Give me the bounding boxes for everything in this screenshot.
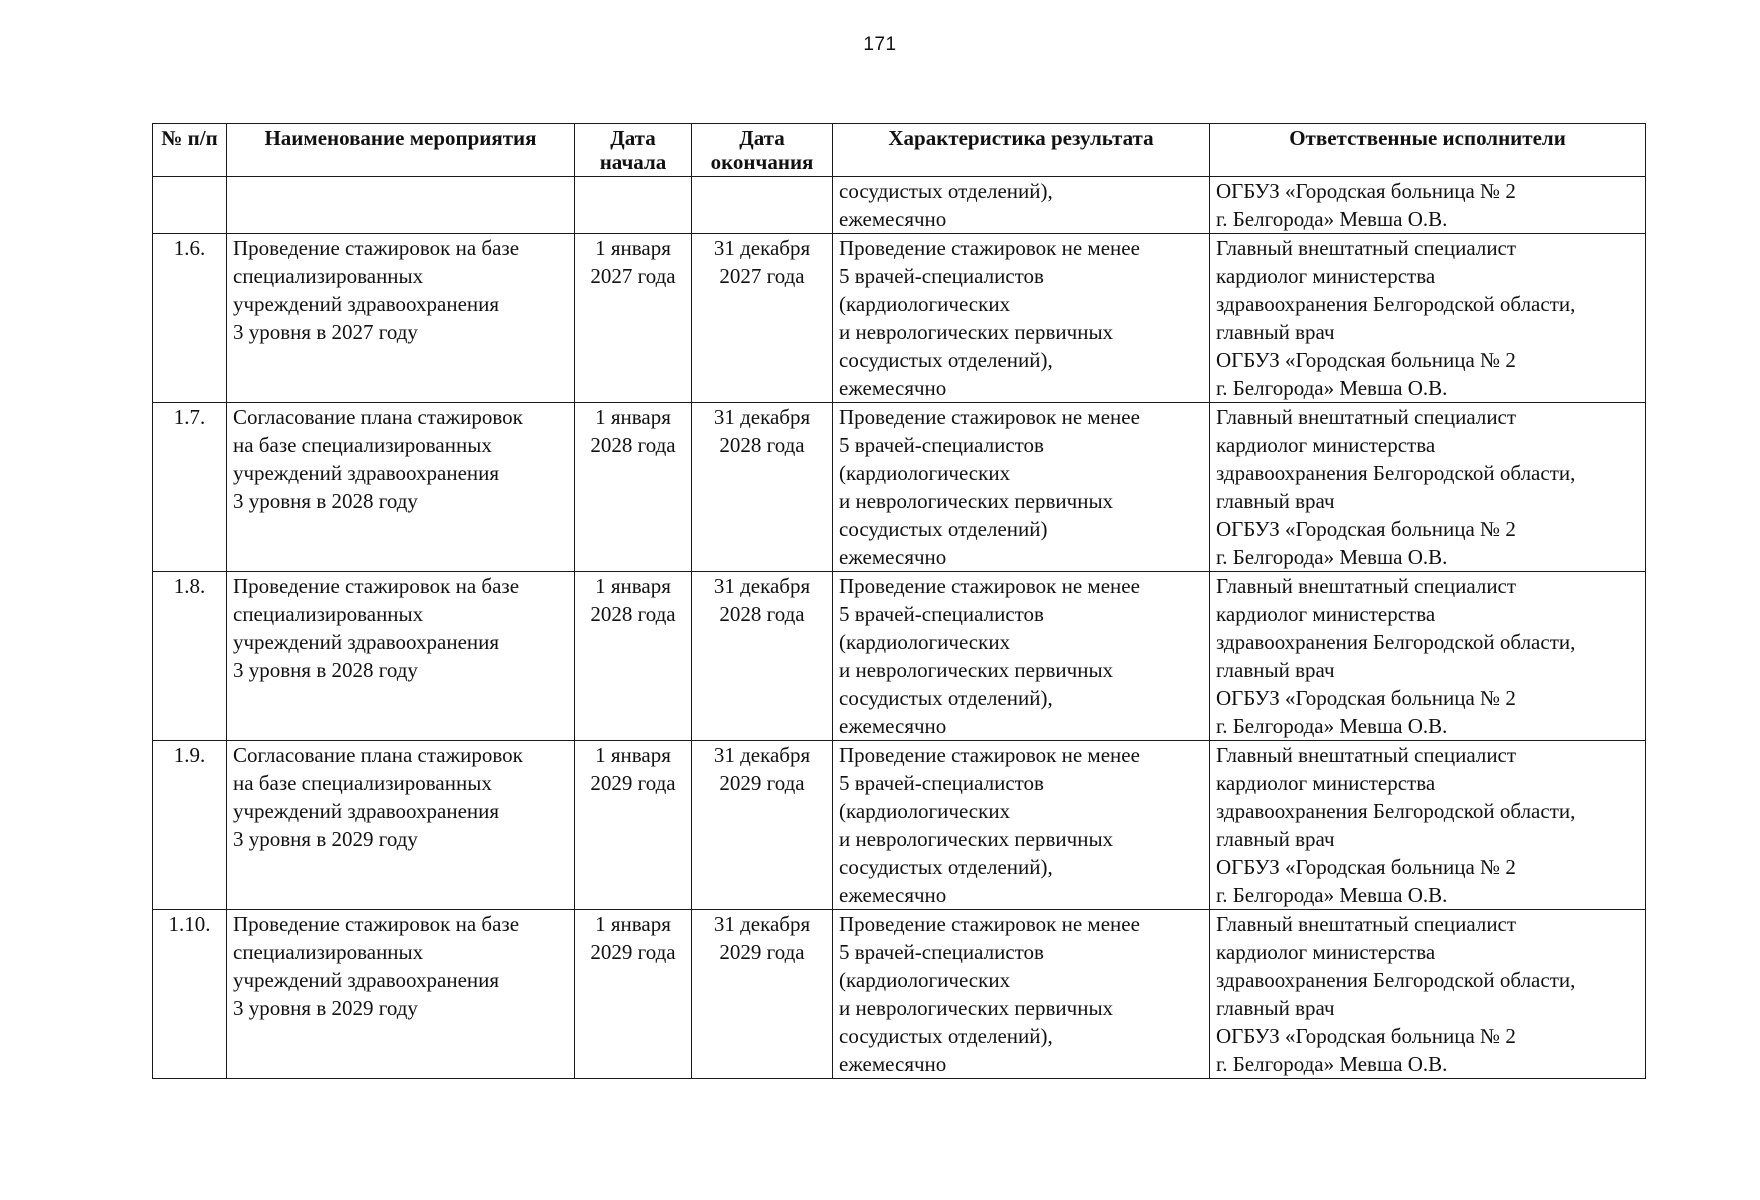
cell-line: на базе специализированных: [233, 433, 492, 457]
events-table: [152, 123, 1646, 1079]
table-row: [153, 403, 1646, 572]
cell-line: 2028 года: [590, 433, 676, 457]
header-result: Характеристика результата: [833, 124, 1210, 177]
cell-line: ОГБУЗ «Городская больница № 2: [1216, 517, 1516, 541]
cell-line: и неврологических первичных: [839, 827, 1114, 851]
cell-line: ОГБУЗ «Городская больница № 2: [1216, 179, 1516, 203]
cell-line: г. Белгорода» Мевша О.В.: [1216, 376, 1448, 400]
cell-line: специализированных: [233, 602, 424, 626]
cell-line: кардиолог министерства: [1216, 433, 1436, 457]
cell-num: [153, 177, 227, 234]
cell-line: и неврологических первичных: [839, 996, 1114, 1020]
cell-line: Проведение стажировок не менее: [839, 405, 1140, 429]
cell-line: ежемесячно: [839, 883, 947, 907]
cell-line: 3 уровня в 2028 году: [233, 489, 418, 513]
header-event-name: Наименование мероприятия: [227, 124, 575, 177]
cell-result: [833, 741, 1210, 910]
cell-line: 2029 года: [590, 940, 676, 964]
cell-start-date: [575, 177, 692, 234]
cell-line: учреждений здравоохранения: [233, 292, 500, 316]
cell-event-name: [227, 572, 575, 741]
cell-line: 31 декабря: [713, 912, 811, 936]
cell-start-date: [575, 403, 692, 572]
cell-line: здравоохранения Белгородской области,: [1216, 968, 1576, 992]
cell-line: г. Белгорода» Мевша О.В.: [1216, 714, 1448, 738]
cell-line: Проведение стажировок на базе: [233, 912, 520, 936]
cell-line: 2027 года: [719, 264, 805, 288]
cell-line: сосудистых отделений),: [839, 1024, 1053, 1048]
cell-line: сосудистых отделений),: [839, 348, 1053, 372]
cell-line: 2029 года: [590, 771, 676, 795]
cell-line: 2028 года: [719, 602, 805, 626]
cell-line: здравоохранения Белгородской области,: [1216, 630, 1576, 654]
cell-line: (кардиологических: [839, 968, 1011, 992]
cell-line: 3 уровня в 2027 году: [233, 320, 418, 344]
cell-line: 5 врачей-специалистов: [839, 771, 1044, 795]
cell-end-date: [692, 910, 833, 1079]
cell-line: 2027 года: [590, 264, 676, 288]
cell-line: Главный внештатный специалист: [1216, 912, 1517, 936]
cell-line: Согласование плана стажировок: [233, 405, 523, 429]
cell-line: и неврологических первичных: [839, 320, 1114, 344]
header-responsible: Ответственные исполнители: [1210, 124, 1646, 177]
cell-line: ежемесячно: [839, 207, 947, 231]
cell-line: на базе специализированных: [233, 771, 492, 795]
cell-line: здравоохранения Белгородской области,: [1216, 799, 1576, 823]
cell-line: (кардиологических: [839, 292, 1011, 316]
cell-line: Проведение стажировок на базе: [233, 574, 520, 598]
table-body: [153, 177, 1646, 1079]
cell-line: сосудистых отделений),: [839, 179, 1053, 203]
cell-line: Проведение стажировок не менее: [839, 743, 1140, 767]
cell-line: г. Белгорода» Мевша О.В.: [1216, 1052, 1448, 1076]
cell-line: Проведение стажировок на базе: [233, 236, 520, 260]
cell-line: 2028 года: [590, 602, 676, 626]
cell-num: 1.7.: [153, 403, 227, 572]
cell-end-date: [692, 234, 833, 403]
cell-line: 5 врачей-специалистов: [839, 264, 1044, 288]
cell-line: Главный внештатный специалист: [1216, 574, 1517, 598]
cell-start-date: [575, 910, 692, 1079]
cell-line: и неврологических первичных: [839, 489, 1114, 513]
cell-line: кардиолог министерства: [1216, 602, 1436, 626]
cell-line: 2029 года: [719, 940, 805, 964]
cell-line: ОГБУЗ «Городская больница № 2: [1216, 686, 1516, 710]
cell-line: 3 уровня в 2029 году: [233, 996, 418, 1020]
cell-line: 3 уровня в 2029 году: [233, 827, 418, 851]
cell-line: сосудистых отделений),: [839, 686, 1053, 710]
cell-num: 1.10.: [153, 910, 227, 1079]
cell-line: 1 января: [595, 405, 671, 429]
cell-start-date: [575, 572, 692, 741]
cell-line: 31 декабря: [713, 574, 811, 598]
cell-responsible: [1210, 177, 1646, 234]
cell-result: [833, 177, 1210, 234]
cell-line: главный врач: [1216, 658, 1335, 682]
cell-responsible: [1210, 910, 1646, 1079]
cell-result: [833, 572, 1210, 741]
cell-result: [833, 910, 1210, 1079]
table-row-continuation: [153, 177, 1646, 234]
cell-line: Проведение стажировок не менее: [839, 236, 1140, 260]
cell-line: (кардиологических: [839, 461, 1011, 485]
cell-line: учреждений здравоохранения: [233, 630, 500, 654]
cell-line: г. Белгорода» Мевша О.В.: [1216, 545, 1448, 569]
cell-line: 1 января: [595, 236, 671, 260]
cell-responsible: [1210, 403, 1646, 572]
cell-start-date: [575, 741, 692, 910]
cell-end-date: [692, 403, 833, 572]
cell-line: (кардиологических: [839, 630, 1011, 654]
cell-event-name: [227, 741, 575, 910]
cell-result: [833, 403, 1210, 572]
table-header-row: [153, 124, 1646, 177]
cell-line: специализированных: [233, 264, 424, 288]
cell-line: главный врач: [1216, 996, 1335, 1020]
cell-num: 1.6.: [153, 234, 227, 403]
cell-line: 2028 года: [719, 433, 805, 457]
cell-line: Проведение стажировок не менее: [839, 574, 1140, 598]
cell-line: главный врач: [1216, 827, 1335, 851]
cell-event-name: [227, 403, 575, 572]
cell-responsible: [1210, 234, 1646, 403]
cell-line: ежемесячно: [839, 1052, 947, 1076]
table-row: [153, 234, 1646, 403]
cell-line: главный врач: [1216, 320, 1335, 344]
cell-line: ежемесячно: [839, 376, 947, 400]
cell-line: Проведение стажировок не менее: [839, 912, 1140, 936]
cell-end-date: [692, 741, 833, 910]
cell-responsible: [1210, 572, 1646, 741]
cell-num: 1.8.: [153, 572, 227, 741]
cell-line: Главный внештатный специалист: [1216, 743, 1517, 767]
cell-line: сосудистых отделений),: [839, 855, 1053, 879]
cell-line: учреждений здравоохранения: [233, 461, 500, 485]
cell-line: здравоохранения Белгородской области,: [1216, 292, 1576, 316]
cell-line: кардиолог министерства: [1216, 264, 1436, 288]
cell-line: (кардиологических: [839, 799, 1011, 823]
cell-line: ежемесячно: [839, 714, 947, 738]
cell-line: сосудистых отделений): [839, 517, 1048, 541]
cell-line: учреждений здравоохранения: [233, 799, 500, 823]
cell-event-name: [227, 177, 575, 234]
cell-line: Главный внештатный специалист: [1216, 236, 1517, 260]
page-number: 171: [863, 34, 897, 55]
table-row: [153, 910, 1646, 1079]
header-start-date: Дата начала: [575, 124, 692, 177]
cell-end-date: [692, 177, 833, 234]
cell-end-date: [692, 572, 833, 741]
cell-line: 1 января: [595, 912, 671, 936]
cell-line: 5 врачей-специалистов: [839, 433, 1044, 457]
cell-line: 1 января: [595, 743, 671, 767]
cell-line: 5 врачей-специалистов: [839, 602, 1044, 626]
cell-result: [833, 234, 1210, 403]
cell-num: 1.9.: [153, 741, 227, 910]
cell-line: Согласование плана стажировок: [233, 743, 523, 767]
cell-line: ОГБУЗ «Городская больница № 2: [1216, 855, 1516, 879]
cell-line: 5 врачей-специалистов: [839, 940, 1044, 964]
cell-line: 2029 года: [719, 771, 805, 795]
cell-event-name: [227, 234, 575, 403]
cell-line: ОГБУЗ «Городская больница № 2: [1216, 348, 1516, 372]
cell-start-date: [575, 234, 692, 403]
table-row: [153, 572, 1646, 741]
cell-line: и неврологических первичных: [839, 658, 1114, 682]
cell-line: главный врач: [1216, 489, 1335, 513]
cell-line: г. Белгорода» Мевша О.В.: [1216, 207, 1448, 231]
header-num: № п/п: [153, 124, 227, 177]
cell-line: 31 декабря: [713, 236, 811, 260]
cell-line: ОГБУЗ «Городская больница № 2: [1216, 1024, 1516, 1048]
cell-line: специализированных: [233, 940, 424, 964]
cell-line: 31 декабря: [713, 405, 811, 429]
cell-line: кардиолог министерства: [1216, 940, 1436, 964]
table-row: [153, 741, 1646, 910]
cell-responsible: [1210, 741, 1646, 910]
cell-line: кардиолог министерства: [1216, 771, 1436, 795]
cell-line: учреждений здравоохранения: [233, 968, 500, 992]
cell-line: ежемесячно: [839, 545, 947, 569]
cell-line: здравоохранения Белгородской области,: [1216, 461, 1576, 485]
cell-event-name: [227, 910, 575, 1079]
cell-line: 31 декабря: [713, 743, 811, 767]
cell-line: 1 января: [595, 574, 671, 598]
header-end-date: Дата окончания: [692, 124, 833, 177]
cell-line: 3 уровня в 2028 году: [233, 658, 418, 682]
cell-line: Главный внештатный специалист: [1216, 405, 1517, 429]
cell-line: г. Белгорода» Мевша О.В.: [1216, 883, 1448, 907]
